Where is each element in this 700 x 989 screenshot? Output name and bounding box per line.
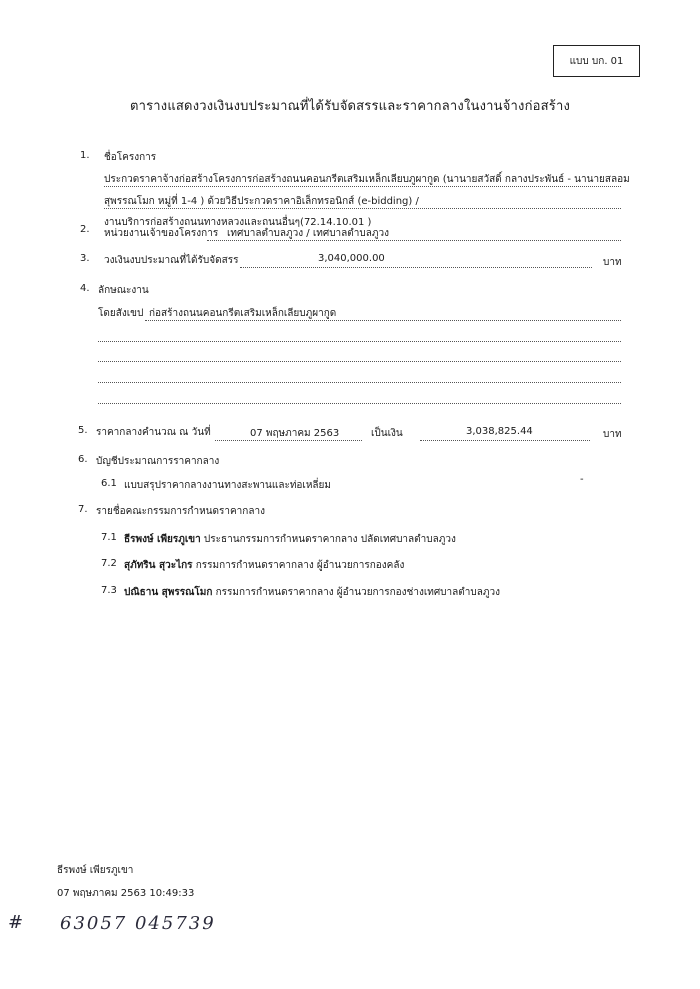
member-name: ปณิธาน สุพรรณโมก (124, 587, 213, 598)
section-1-label: ชื่อโครงการ (104, 152, 157, 163)
handwritten-number: 63057 045739 (60, 913, 216, 934)
member-name: ธีรพงษ์ เพียรภูเขา (124, 534, 201, 545)
section-4-label: ลักษณะงาน (98, 285, 149, 296)
dotted-line (145, 320, 621, 321)
amount-label: เป็นเงิน (371, 428, 403, 439)
project-name-line-2: สุพรรณโมก หมู่ที่ 1-4 ) ด้วยวิธีประกวดราคาอิเล็กทรอนิกส์ (e-bidding) / (104, 196, 419, 207)
member-role: กรรมการกำหนดราคากลาง ผู้อำนวยการกองคลัง (195, 560, 405, 571)
member-7-2-number: 7.2 (101, 558, 117, 569)
form-code: แบบ บก. 01 (569, 55, 624, 67)
section-6-number: 6. (78, 454, 88, 465)
section-1-number: 1. (80, 150, 90, 161)
dotted-line (420, 440, 590, 441)
section-7-number: 7. (78, 504, 88, 515)
dotted-line (240, 267, 592, 268)
member-role: กรรมการกำหนดราคากลาง ผู้อำนวยการกองช่างเทศบาลตำบลภูวง (215, 587, 500, 598)
dotted-line (104, 208, 621, 209)
section-6-label: บัญชีประมาณการราคากลาง (96, 456, 220, 467)
member-7-3-number: 7.3 (101, 585, 117, 596)
member-name: สุภัทริน สุวะไกร (124, 560, 193, 571)
footer-timestamp: 07 พฤษภาคม 2563 10:49:33 (57, 888, 195, 899)
owner-agency: เทศบาลตำบลภูวง / เทศบาลตำบลภูวง (227, 228, 389, 239)
dotted-line (98, 382, 621, 383)
median-price-amount: 3,038,825.44 (466, 426, 533, 437)
section-2-number: 2. (80, 224, 90, 235)
budget-amount: 3,040,000.00 (318, 253, 385, 264)
dotted-line (207, 240, 621, 241)
section-3-number: 3. (80, 253, 90, 264)
member-7-1 (124, 532, 456, 547)
item-6-1-text: แบบสรุปราคากลางงานทางสะพานและท่อเหลี่ยม (124, 480, 332, 491)
hash-mark: # (8, 912, 24, 933)
summary-value: ก่อสร้างถนนคอนกรีตเสริมเหล็กเลียบภูผากูด (149, 308, 337, 319)
section-3-label: วงเงินงบประมาณที่ได้รับจัดสรร (104, 255, 239, 266)
amount-unit: บาท (603, 429, 622, 440)
section-4-number: 4. (80, 283, 90, 294)
item-6-1-number: 6.1 (101, 478, 117, 489)
dotted-line (215, 440, 362, 441)
member-7-2 (124, 558, 404, 573)
member-role: ประธานกรรมการกำหนดราคากลาง ปลัดเทศบาลตำบลภูวง (203, 534, 456, 545)
section-2-label: หน่วยงานเจ้าของโครงการ (104, 228, 219, 239)
dotted-line (98, 403, 621, 404)
dotted-line (98, 341, 621, 342)
budget-unit: บาท (603, 257, 622, 268)
document-title: ตารางแสดงวงเงินงบประมาณที่ได้รับจัดสรรและราคากลางในงานจ้างก่อสร้าง (129, 99, 571, 114)
member-7-3 (124, 585, 500, 600)
section-7-label: รายชื่อคณะกรรมการกำหนดราคากลาง (96, 506, 265, 517)
section-5-label: ราคากลางคำนวณ ณ วันที่ (96, 427, 211, 438)
summary-label: โดยสังเขป (98, 308, 144, 319)
dotted-line (104, 186, 621, 187)
dotted-line (98, 361, 621, 362)
calculation-date: 07 พฤษภาคม 2563 (250, 428, 340, 439)
form-code-box (553, 45, 640, 77)
member-7-1-number: 7.1 (101, 532, 117, 543)
project-name-line-3: งานบริการก่อสร้างถนนทางหลวงและถนนอื่นๆ(72.14.10.01 ) (104, 217, 372, 228)
stray-mark: - (580, 474, 584, 485)
project-name-line-1: ประกวดราคาจ้างก่อสร้างโครงการก่อสร้างถนนคอนกรีตเสริมเหล็กเลียบภูผากูด (นานายสวัสดิ์ กลางประพันธ์ - นานายสลอม (104, 174, 630, 185)
footer-signer: ธีรพงษ์ เพียรภูเขา (57, 865, 134, 876)
section-5-number: 5. (78, 425, 88, 436)
